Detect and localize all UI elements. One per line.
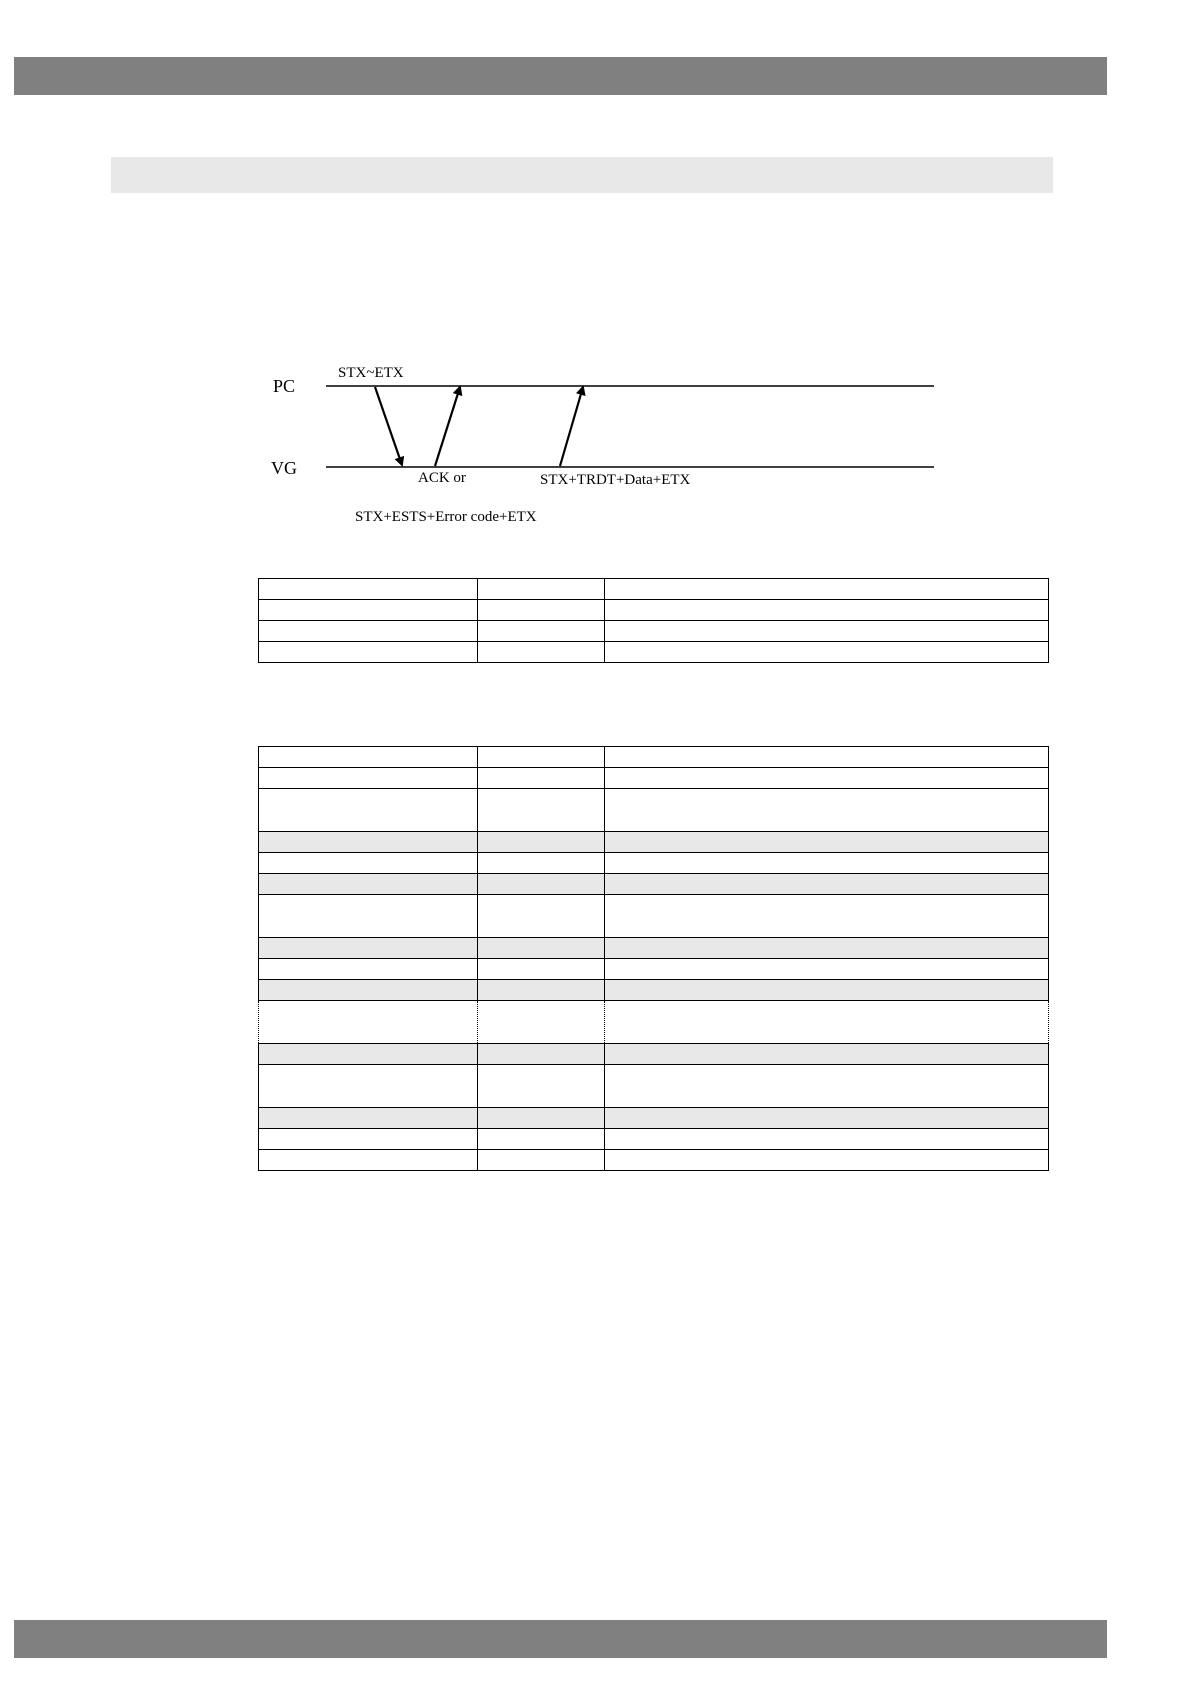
vg-label: VG [271,458,297,478]
table-cell [605,874,1049,895]
table-cell [478,768,605,789]
table-row [259,579,1049,600]
table-cell [478,1065,605,1108]
error-response-label: STX+ESTS+Error code+ETX [355,509,537,525]
table-cell [478,1044,605,1065]
table-cell [478,789,605,832]
table-cell [605,642,1049,663]
table-cell [605,832,1049,853]
table-cell [259,874,478,895]
table-row [259,895,1049,938]
table-cell [259,600,478,621]
table-cell [259,1150,478,1171]
table-cell [259,747,478,768]
table-cell [478,874,605,895]
table-row [259,853,1049,874]
table-cell [605,621,1049,642]
table-cell [605,980,1049,1001]
table-cell [259,1129,478,1150]
table-cell [259,642,478,663]
table-row [259,1001,1049,1044]
response-format-table [258,746,1049,1171]
header-bar [14,57,1107,95]
stx-etx-label: STX~ETX [338,365,404,381]
table-cell [259,853,478,874]
table-cell [605,768,1049,789]
table-cell [605,1065,1049,1108]
table-row [259,959,1049,980]
table-row [259,938,1049,959]
table-cell [478,1001,605,1044]
table-cell [478,895,605,938]
arrow-vg-to-pc-data [560,387,583,466]
section-heading-bar [111,157,1053,193]
table-cell [605,895,1049,938]
table-row [259,600,1049,621]
table-cell [605,1108,1049,1129]
table-cell [478,980,605,1001]
table-cell [259,621,478,642]
table-cell [605,853,1049,874]
table-cell [259,959,478,980]
table-cell [478,853,605,874]
table-cell [478,579,605,600]
table-cell [478,959,605,980]
table-cell [259,895,478,938]
table-row [259,980,1049,1001]
command-format-table [258,578,1049,663]
trdt-data-label: STX+TRDT+Data+ETX [540,472,691,488]
table-cell [478,747,605,768]
table-cell [478,1108,605,1129]
table-row [259,621,1049,642]
table-cell [259,832,478,853]
pc-label: PC [273,376,296,396]
table-cell [605,1001,1049,1044]
table-cell [605,1129,1049,1150]
table-cell [605,600,1049,621]
table-row [259,1129,1049,1150]
table-cell [259,1065,478,1108]
table-cell [605,789,1049,832]
table-cell [478,1150,605,1171]
table-cell [478,621,605,642]
table-cell [259,938,478,959]
table-cell [605,1150,1049,1171]
communication-sequence-diagram [260,360,960,535]
table-cell [259,579,478,600]
table-cell [259,1108,478,1129]
table-cell [478,938,605,959]
table-row [259,1108,1049,1129]
table-cell [605,579,1049,600]
table-row [259,642,1049,663]
table-cell [259,1044,478,1065]
table-row [259,768,1049,789]
table-cell [605,959,1049,980]
arrow-pc-to-vg [375,387,402,465]
table-row [259,789,1049,832]
table-row [259,1065,1049,1108]
table-cell [605,1044,1049,1065]
table-cell [478,600,605,621]
table-row [259,832,1049,853]
ack-label: ACK or [418,470,466,486]
table-row [259,1044,1049,1065]
table-cell [478,642,605,663]
table-cell [605,938,1049,959]
table-row [259,1150,1049,1171]
table-cell [478,832,605,853]
table-cell [259,789,478,832]
table-row [259,874,1049,895]
footer-bar [14,1620,1107,1658]
sequence-diagram-svg [260,360,960,535]
table-cell [259,1001,478,1044]
table-cell [259,980,478,1001]
table-cell [259,768,478,789]
table-cell [605,747,1049,768]
arrow-vg-to-pc-ack [435,387,460,466]
table-row [259,747,1049,768]
table-cell [478,1129,605,1150]
